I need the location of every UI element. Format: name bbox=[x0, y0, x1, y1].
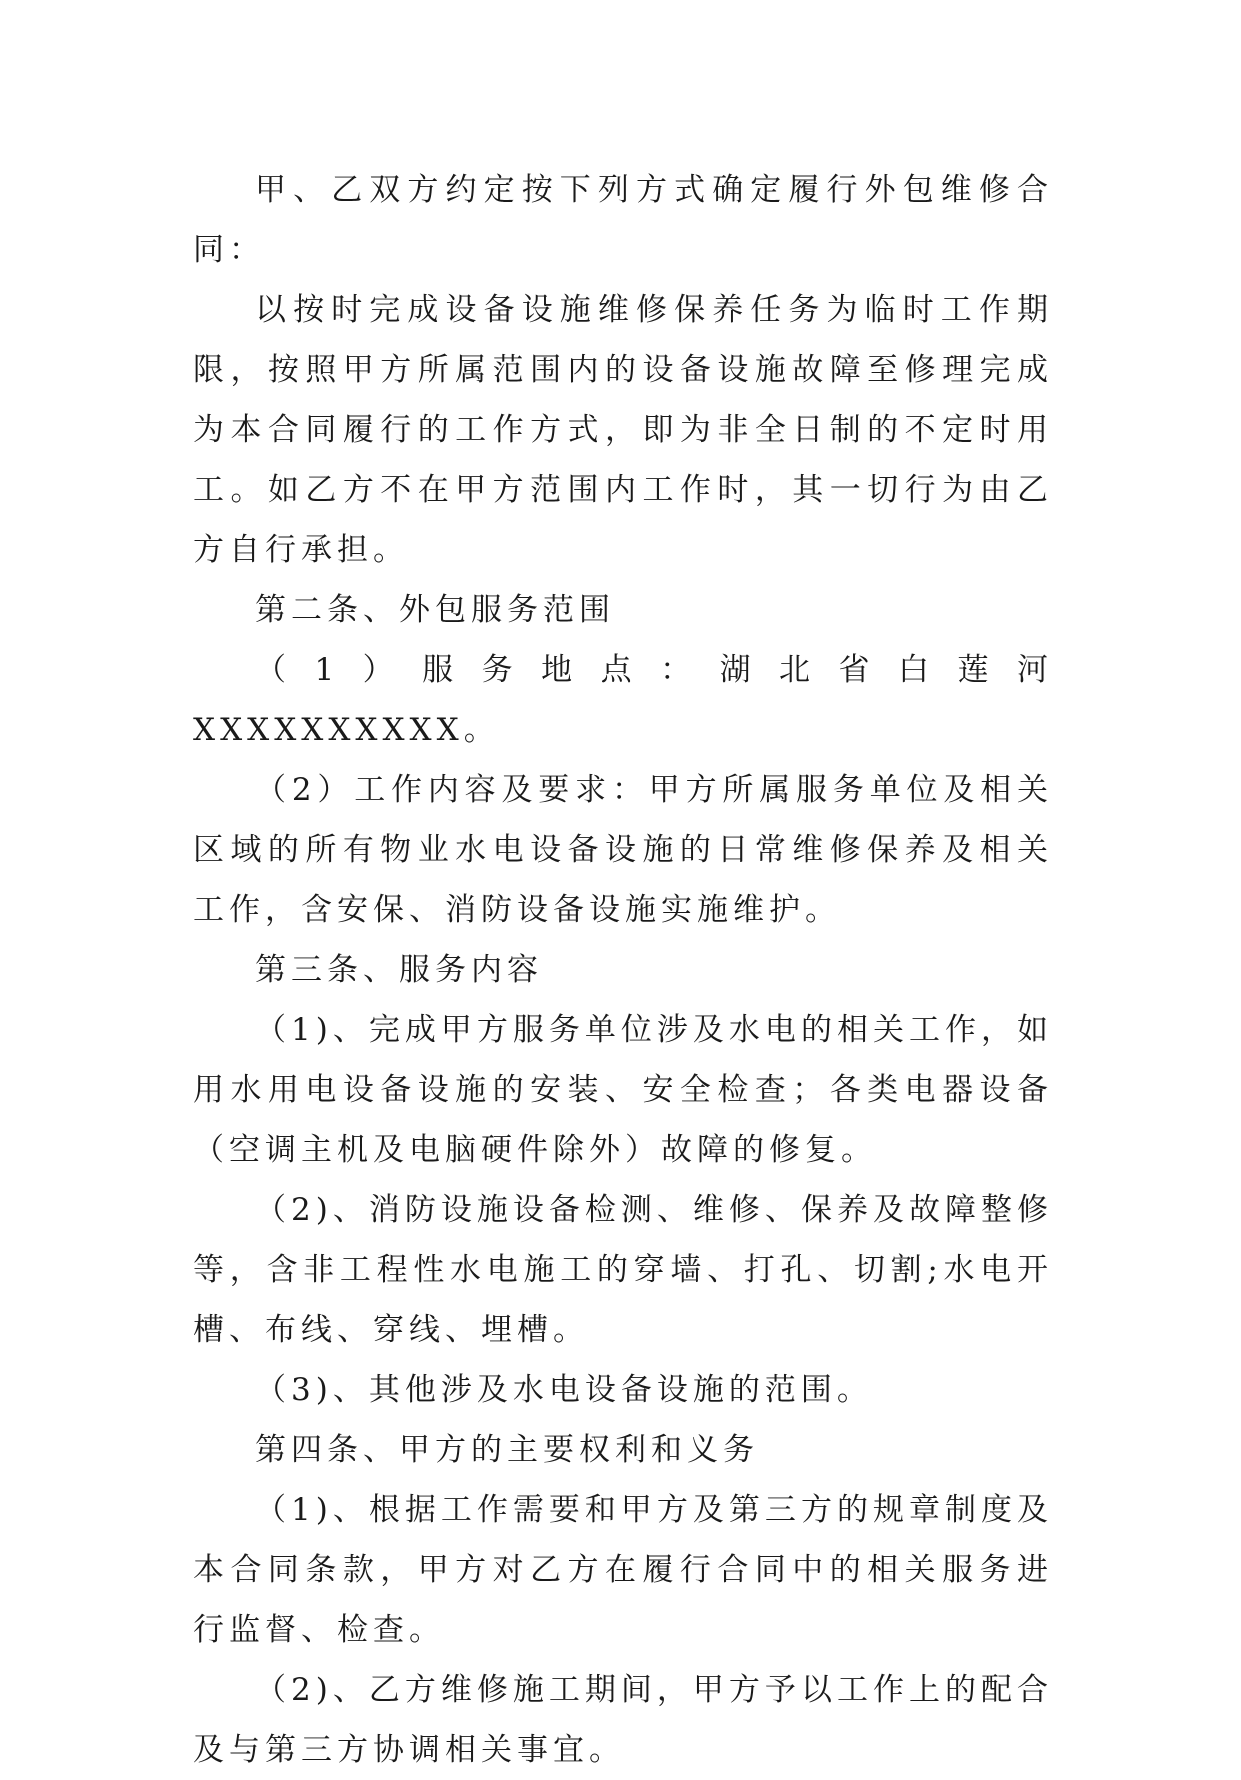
paragraph-service-location: （1）服务地点：湖北省白莲河XXXXXXXXXX。 bbox=[193, 652, 1053, 748]
paragraph-service-item-3: （3)、其他涉及水电设备设施的范围。 bbox=[255, 1372, 873, 1408]
paragraph-work-period: 以按时完成设备设施维修保养任务为临时工作期限，按照甲方所属范围内的设备设施故障至修理完成为本合同履行的工作方式，即为非全日制的不定时用工。如乙方不在甲方范围内工作时，其一切行为由乙方自行承担。 bbox=[193, 292, 1053, 568]
paragraph-service-item-2: （2)、消防设施设备检测、维修、保养及故障整修等，含非工程性水电施工的穿墙、打孔、切割;水电开槽、布线、穿线、埋槽。 bbox=[193, 1192, 1053, 1348]
paragraph-party-a-item-2: （2)、乙方维修施工期间，甲方予以工作上的配合及与第三方协调相关事宜。 bbox=[193, 1672, 1053, 1768]
heading-article-2: 第二条、外包服务范围 bbox=[255, 592, 615, 628]
paragraph-party-a-item-1: （1)、根据工作需要和甲方及第三方的规章制度及本合同条款，甲方对乙方在履行合同中的相关服务进行监督、检查。 bbox=[193, 1492, 1053, 1648]
heading-article-3: 第三条、服务内容 bbox=[255, 952, 543, 988]
heading-article-4: 第四条、甲方的主要权利和义务 bbox=[255, 1432, 759, 1468]
paragraph-intro: 甲、乙双方约定按下列方式确定履行外包维修合同： bbox=[193, 172, 1053, 268]
document-body bbox=[193, 160, 1053, 1780]
paragraph-work-content: （2）工作内容及要求：甲方所属服务单位及相关区域的所有物业水电设备设施的日常维修保养及相关工作，含安保、消防设备设施实施维护。 bbox=[193, 772, 1053, 928]
paragraph-service-item-1: （1)、完成甲方服务单位涉及水电的相关工作，如用水用电设备设施的安装、安全检查；各类电器设备（空调主机及电脑硬件除外）故障的修复。 bbox=[193, 1012, 1053, 1168]
